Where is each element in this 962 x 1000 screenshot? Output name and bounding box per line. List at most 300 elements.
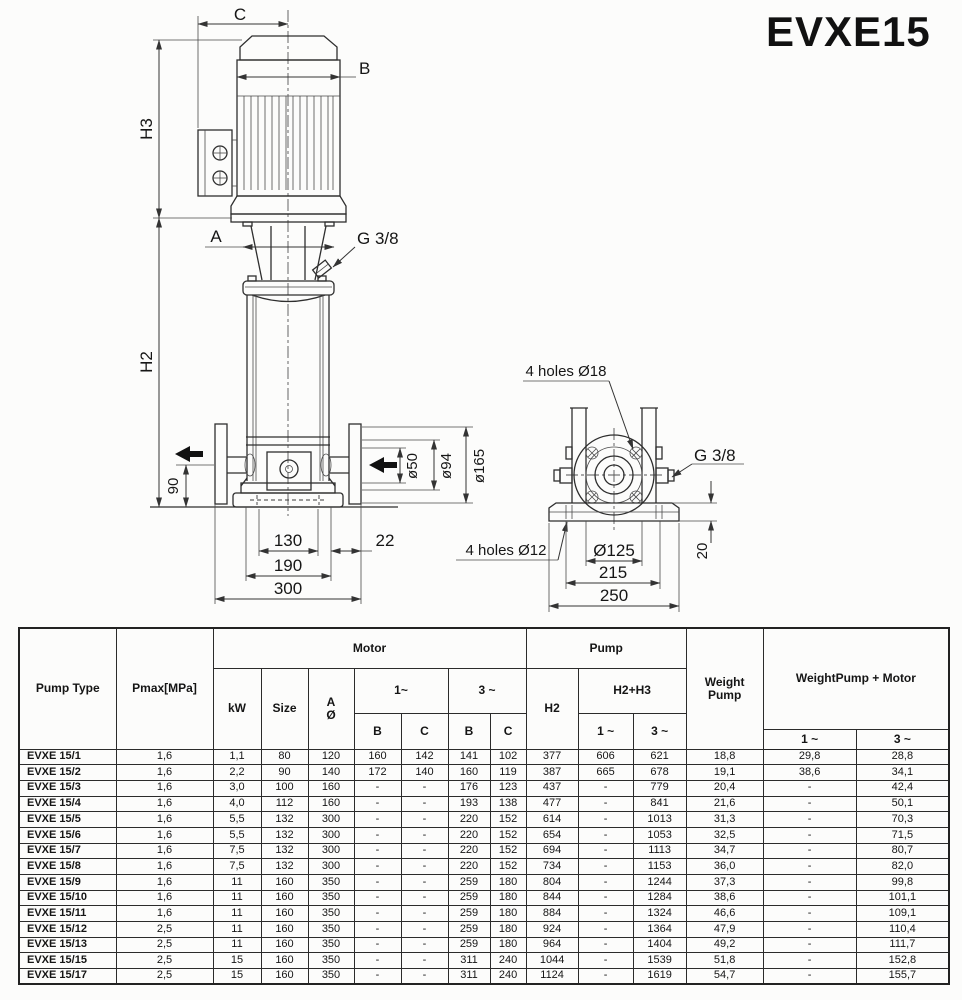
value-cell: - — [354, 906, 401, 922]
pump-type-cell: EVXE 15/11 — [19, 906, 116, 922]
header-c1: C — [401, 713, 448, 749]
pump-type-cell: EVXE 15/17 — [19, 969, 116, 985]
pump-type-cell: EVXE 15/13 — [19, 937, 116, 953]
value-cell: 123 — [490, 780, 526, 796]
motor-fins — [244, 96, 333, 190]
value-cell: 1619 — [633, 969, 686, 985]
value-cell: - — [578, 875, 633, 891]
value-cell: 1364 — [633, 922, 686, 938]
table-row — [19, 969, 949, 985]
value-cell: - — [578, 890, 633, 906]
header-h2h3: H2+H3 — [578, 668, 686, 713]
value-cell: 160 — [261, 922, 308, 938]
value-cell: - — [354, 953, 401, 969]
value-cell: - — [763, 922, 856, 938]
value-cell: 614 — [526, 812, 578, 828]
value-cell: - — [763, 875, 856, 891]
pump-type-cell: EVXE 15/9 — [19, 875, 116, 891]
flow-arrow-icon — [369, 457, 397, 473]
value-cell: 1,1 — [213, 749, 261, 765]
value-cell: 160 — [354, 749, 401, 765]
value-cell: 5,5 — [213, 812, 261, 828]
value-cell: - — [401, 969, 448, 985]
value-cell: - — [578, 796, 633, 812]
value-cell: - — [354, 827, 401, 843]
dim-label-90: 90 — [165, 477, 182, 495]
value-cell: 259 — [448, 922, 490, 938]
value-cell: 20,4 — [686, 780, 763, 796]
holes-18-label: 4 holes Ø18 — [525, 363, 607, 380]
value-cell: 1124 — [526, 969, 578, 985]
value-cell: 1,6 — [116, 890, 213, 906]
pump-type-cell: EVXE 15/4 — [19, 796, 116, 812]
value-cell: 160 — [308, 780, 354, 796]
value-cell: - — [578, 812, 633, 828]
table-row — [19, 780, 949, 796]
value-cell: - — [354, 796, 401, 812]
value-cell: - — [401, 812, 448, 828]
value-cell: - — [354, 780, 401, 796]
value-cell: 350 — [308, 937, 354, 953]
header-a-line1: A — [326, 694, 336, 709]
value-cell: - — [763, 859, 856, 875]
value-cell: 46,6 — [686, 906, 763, 922]
value-cell: 152 — [490, 843, 526, 859]
dimensions-table — [18, 627, 950, 985]
value-cell: 160 — [261, 906, 308, 922]
value-cell: 152 — [490, 859, 526, 875]
value-cell: 1244 — [633, 875, 686, 891]
value-cell: 132 — [261, 843, 308, 859]
value-cell: - — [401, 890, 448, 906]
value-cell: 844 — [526, 890, 578, 906]
flow-arrow-icon — [175, 446, 203, 462]
value-cell: 152 — [490, 827, 526, 843]
pump-type-cell: EVXE 15/5 — [19, 812, 116, 828]
value-cell: 180 — [490, 906, 526, 922]
table-row — [19, 749, 949, 765]
value-cell: 678 — [633, 765, 686, 781]
value-cell: 180 — [490, 875, 526, 891]
dim-label-h2: H2 — [137, 351, 156, 373]
value-cell: - — [578, 922, 633, 938]
pump-type-cell: EVXE 15/8 — [19, 859, 116, 875]
value-cell: 350 — [308, 906, 354, 922]
value-cell: 140 — [308, 765, 354, 781]
value-cell: - — [763, 843, 856, 859]
value-cell: - — [354, 937, 401, 953]
model-title: EVXE15 — [766, 8, 931, 55]
value-cell: 350 — [308, 922, 354, 938]
value-cell: 1,6 — [116, 906, 213, 922]
value-cell: 120 — [308, 749, 354, 765]
value-cell: 160 — [261, 890, 308, 906]
value-cell: 102 — [490, 749, 526, 765]
value-cell: 19,1 — [686, 765, 763, 781]
table-header — [19, 628, 949, 749]
value-cell: 694 — [526, 843, 578, 859]
value-cell: 141 — [448, 749, 490, 765]
value-cell: 99,8 — [856, 875, 949, 891]
drain-plug-box — [267, 452, 311, 490]
dim-label-215: 215 — [598, 563, 628, 582]
value-cell: 2,5 — [116, 937, 213, 953]
value-cell: 259 — [448, 890, 490, 906]
value-cell: - — [401, 843, 448, 859]
dim-label-130: 130 — [273, 531, 303, 550]
value-cell: 152 — [490, 812, 526, 828]
value-cell: 160 — [448, 765, 490, 781]
motor-foot — [231, 196, 346, 214]
value-cell: 240 — [490, 969, 526, 985]
dim-label-c: C — [233, 5, 247, 24]
value-cell: 350 — [308, 890, 354, 906]
header-motor-3ph: 3 ~ — [448, 668, 526, 713]
value-cell: 1,6 — [116, 875, 213, 891]
value-cell: 82,0 — [856, 859, 949, 875]
table-row — [19, 922, 949, 938]
value-cell: 15 — [213, 969, 261, 985]
value-cell: 1,6 — [116, 812, 213, 828]
value-cell: 111,7 — [856, 937, 949, 953]
value-cell: 11 — [213, 922, 261, 938]
value-cell: 110,4 — [856, 922, 949, 938]
value-cell: 804 — [526, 875, 578, 891]
value-cell: - — [763, 796, 856, 812]
value-cell: 160 — [261, 969, 308, 985]
value-cell: 1324 — [633, 906, 686, 922]
value-cell: 11 — [213, 937, 261, 953]
table-row — [19, 859, 949, 875]
table-row — [19, 890, 949, 906]
value-cell: 2,5 — [116, 953, 213, 969]
value-cell: 220 — [448, 827, 490, 843]
table-row — [19, 953, 949, 969]
value-cell: 160 — [261, 953, 308, 969]
value-cell: - — [401, 827, 448, 843]
value-cell: 31,3 — [686, 812, 763, 828]
value-cell: - — [763, 937, 856, 953]
value-cell: 964 — [526, 937, 578, 953]
value-cell: 38,6 — [686, 890, 763, 906]
header-weight-3ph: 3 ~ — [856, 729, 949, 749]
value-cell: 160 — [261, 875, 308, 891]
value-cell: 220 — [448, 812, 490, 828]
value-cell: 101,1 — [856, 890, 949, 906]
value-cell: 180 — [490, 922, 526, 938]
value-cell: 311 — [448, 969, 490, 985]
value-cell: 80,7 — [856, 843, 949, 859]
value-cell: 155,7 — [856, 969, 949, 985]
value-cell: 2,5 — [116, 969, 213, 985]
value-cell: 70,3 — [856, 812, 949, 828]
dim-label-300: 300 — [273, 579, 303, 598]
value-cell: 1,6 — [116, 749, 213, 765]
value-cell: 350 — [308, 953, 354, 969]
value-cell: 779 — [633, 780, 686, 796]
value-cell: 1,6 — [116, 859, 213, 875]
value-cell: - — [401, 796, 448, 812]
value-cell: 1,6 — [116, 827, 213, 843]
value-cell: 112 — [261, 796, 308, 812]
dim-label-22: 22 — [375, 531, 395, 550]
value-cell: 377 — [526, 749, 578, 765]
value-cell: 350 — [308, 875, 354, 891]
header-c3: C — [490, 713, 526, 749]
value-cell: 1013 — [633, 812, 686, 828]
table-row — [19, 765, 949, 781]
value-cell: - — [763, 827, 856, 843]
value-cell: - — [763, 780, 856, 796]
header-pump-3ph: 3 ~ — [633, 713, 686, 749]
value-cell: 300 — [308, 827, 354, 843]
value-cell: 11 — [213, 890, 261, 906]
value-cell: 132 — [261, 827, 308, 843]
value-cell: 7,5 — [213, 859, 261, 875]
value-cell: 665 — [578, 765, 633, 781]
value-cell: 1113 — [633, 843, 686, 859]
header-pump-1ph: 1 ~ — [578, 713, 633, 749]
value-cell: 28,8 — [856, 749, 949, 765]
header-pump-type: Pump Type — [19, 628, 116, 749]
value-cell: - — [763, 953, 856, 969]
value-cell: 1284 — [633, 890, 686, 906]
value-cell: - — [401, 922, 448, 938]
value-cell: - — [401, 859, 448, 875]
value-cell: 477 — [526, 796, 578, 812]
header-a-line2: Ø — [326, 707, 336, 722]
header-motor-group: Motor — [213, 628, 526, 668]
value-cell: 240 — [490, 953, 526, 969]
value-cell: 1,6 — [116, 780, 213, 796]
value-cell: 259 — [448, 875, 490, 891]
value-cell: 7,5 — [213, 843, 261, 859]
header-motor-1ph: 1~ — [354, 668, 448, 713]
pump-type-cell: EVXE 15/10 — [19, 890, 116, 906]
value-cell: - — [763, 906, 856, 922]
pump-type-cell: EVXE 15/2 — [19, 765, 116, 781]
value-cell: 119 — [490, 765, 526, 781]
value-cell: 621 — [633, 749, 686, 765]
value-cell: - — [763, 890, 856, 906]
header-pmax: Pmax[MPa] — [116, 628, 213, 749]
dim-label-b: B — [359, 59, 371, 78]
dim-label-250: 250 — [599, 586, 629, 605]
value-cell: 160 — [308, 796, 354, 812]
value-cell: - — [578, 937, 633, 953]
value-cell: 437 — [526, 780, 578, 796]
pump-table-body — [19, 749, 949, 984]
header-weight-1ph: 1 ~ — [763, 729, 856, 749]
pump-type-cell: EVXE 15/7 — [19, 843, 116, 859]
header-b3: B — [448, 713, 490, 749]
value-cell: - — [401, 953, 448, 969]
end-view-drawing — [456, 363, 744, 612]
value-cell: 100 — [261, 780, 308, 796]
dim-label-d94: ø94 — [438, 453, 455, 479]
value-cell: 300 — [308, 843, 354, 859]
value-cell: 180 — [490, 890, 526, 906]
value-cell: - — [578, 780, 633, 796]
value-cell: - — [578, 827, 633, 843]
value-cell: 220 — [448, 859, 490, 875]
value-cell: - — [578, 843, 633, 859]
value-cell: 132 — [261, 859, 308, 875]
value-cell: 34,7 — [686, 843, 763, 859]
value-cell: - — [578, 906, 633, 922]
value-cell: - — [578, 859, 633, 875]
value-cell: 160 — [261, 937, 308, 953]
header-b1: B — [354, 713, 401, 749]
value-cell: 606 — [578, 749, 633, 765]
motor-fan-cover — [240, 36, 337, 60]
value-cell: 1053 — [633, 827, 686, 843]
table-row — [19, 875, 949, 891]
port-label-g38: G 3/8 — [357, 229, 399, 248]
pump-type-cell: EVXE 15/1 — [19, 749, 116, 765]
dim-label-190: 190 — [273, 556, 303, 575]
value-cell: 311 — [448, 953, 490, 969]
value-cell: 50,1 — [856, 796, 949, 812]
value-cell: 32,5 — [686, 827, 763, 843]
value-cell: 15 — [213, 953, 261, 969]
value-cell: 138 — [490, 796, 526, 812]
value-cell: 172 — [354, 765, 401, 781]
value-cell: 176 — [448, 780, 490, 796]
table-row — [19, 827, 949, 843]
value-cell: 140 — [401, 765, 448, 781]
value-cell: 1153 — [633, 859, 686, 875]
header-size: Size — [261, 668, 308, 749]
value-cell: - — [401, 906, 448, 922]
value-cell: 387 — [526, 765, 578, 781]
value-cell: 152,8 — [856, 953, 949, 969]
header-weight-line2: Pump — [707, 687, 742, 702]
value-cell: 11 — [213, 906, 261, 922]
value-cell: 350 — [308, 969, 354, 985]
holes-12-label: 4 holes Ø12 — [465, 542, 547, 559]
header-h2: H2 — [526, 668, 578, 749]
value-cell: 11 — [213, 875, 261, 891]
dim-label-20: 20 — [694, 542, 711, 560]
dim-label-d125: Ø125 — [593, 541, 635, 560]
value-cell: 1,6 — [116, 765, 213, 781]
value-cell: - — [354, 812, 401, 828]
value-cell: - — [401, 780, 448, 796]
value-cell: 51,8 — [686, 953, 763, 969]
value-cell: - — [354, 875, 401, 891]
value-cell: 36,0 — [686, 859, 763, 875]
value-cell: - — [354, 890, 401, 906]
value-cell: 42,4 — [856, 780, 949, 796]
value-cell: 193 — [448, 796, 490, 812]
value-cell: - — [354, 969, 401, 985]
value-cell: 1044 — [526, 953, 578, 969]
value-cell: 4,0 — [213, 796, 261, 812]
value-cell: 924 — [526, 922, 578, 938]
header-weight-total: WeightPump + Motor — [763, 628, 949, 729]
value-cell: 47,9 — [686, 922, 763, 938]
table-row — [19, 796, 949, 812]
value-cell: 2,2 — [213, 765, 261, 781]
value-cell: 3,0 — [213, 780, 261, 796]
value-cell: - — [401, 875, 448, 891]
value-cell: 259 — [448, 937, 490, 953]
table-row — [19, 906, 949, 922]
table-row — [19, 843, 949, 859]
port-label-g38-end: G 3/8 — [694, 446, 736, 465]
value-cell: 18,8 — [686, 749, 763, 765]
value-cell: 1539 — [633, 953, 686, 969]
dim-label-h3: H3 — [137, 118, 156, 140]
value-cell: - — [354, 859, 401, 875]
table-row — [19, 812, 949, 828]
value-cell: 49,2 — [686, 937, 763, 953]
value-cell: - — [763, 812, 856, 828]
pump-type-cell: EVXE 15/12 — [19, 922, 116, 938]
value-cell: 300 — [308, 859, 354, 875]
value-cell: 37,3 — [686, 875, 763, 891]
value-cell: 841 — [633, 796, 686, 812]
value-cell: 38,6 — [763, 765, 856, 781]
value-cell: 21,6 — [686, 796, 763, 812]
value-cell: 180 — [490, 937, 526, 953]
table-row — [19, 937, 949, 953]
value-cell: - — [763, 969, 856, 985]
value-cell: 54,7 — [686, 969, 763, 985]
value-cell: 109,1 — [856, 906, 949, 922]
value-cell: 80 — [261, 749, 308, 765]
motor-body — [237, 60, 340, 196]
value-cell: - — [354, 843, 401, 859]
dim-label-d50: ø50 — [404, 453, 421, 479]
pump-type-cell: EVXE 15/6 — [19, 827, 116, 843]
value-cell: 142 — [401, 749, 448, 765]
value-cell: 132 — [261, 812, 308, 828]
value-cell: - — [354, 922, 401, 938]
dim-label-d165: ø165 — [471, 448, 488, 484]
dim-label-a: A — [210, 227, 222, 246]
value-cell: 654 — [526, 827, 578, 843]
side-view-drawing — [137, 5, 488, 604]
value-cell: 1,6 — [116, 843, 213, 859]
value-cell: 5,5 — [213, 827, 261, 843]
header-weight-pump — [686, 628, 763, 749]
header-kw: kW — [213, 668, 261, 749]
value-cell: 71,5 — [856, 827, 949, 843]
pump-type-cell: EVXE 15/15 — [19, 953, 116, 969]
value-cell: 2,5 — [116, 922, 213, 938]
value-cell: 29,8 — [763, 749, 856, 765]
value-cell: 90 — [261, 765, 308, 781]
value-cell: 259 — [448, 906, 490, 922]
value-cell: - — [578, 969, 633, 985]
value-cell: 1404 — [633, 937, 686, 953]
value-cell: 1,6 — [116, 796, 213, 812]
terminal-box — [198, 130, 237, 196]
header-weight-line1: Weight — [704, 675, 745, 690]
value-cell: 34,1 — [856, 765, 949, 781]
header-pump-group: Pump — [526, 628, 686, 668]
value-cell: 884 — [526, 906, 578, 922]
header-a-diameter — [308, 668, 354, 749]
value-cell: - — [401, 937, 448, 953]
value-cell: 734 — [526, 859, 578, 875]
pump-type-cell: EVXE 15/3 — [19, 780, 116, 796]
value-cell: 220 — [448, 843, 490, 859]
value-cell: - — [578, 953, 633, 969]
value-cell: 300 — [308, 812, 354, 828]
